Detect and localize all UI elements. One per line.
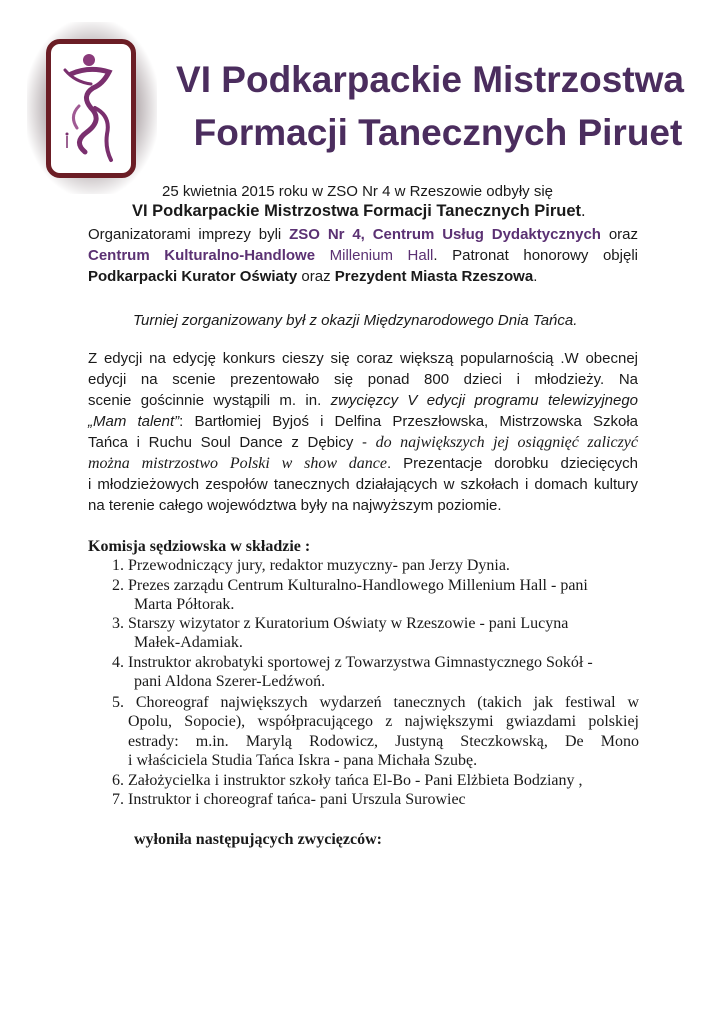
organizers-line-2 [88,247,638,264]
org-and: oraz [608,226,639,243]
intro-event-line [132,202,586,221]
page-title-line-1: VI Podkarpackie Mistrzostwa [176,59,684,100]
jury-item: Małek-Adamiak. [134,634,243,651]
para2-winners: zwycięzcy V edycji programu telewizyjnego [330,392,639,409]
event-name-period: . [581,202,586,220]
jury-item: 3. Starszy wizytator z Kuratorium Oświaty w Rzeszowie - pani Lucyna [112,615,569,632]
mam-talent: „Mam talent” [88,413,180,430]
jury-item: 5. Choreograf największych wydarzeń tanecznych (takich jak festiwal w [112,694,639,711]
jury-item: 1. Przewodniczący jury, redaktor muzyczny- pan Jerzy Dynia. [112,557,510,574]
jury-item: i właściciela Studia Tańca Iskra - pana Michała Szubę. [128,752,478,769]
organizer-1: ZSO Nr 4, Centrum Usług Dydaktycznych [289,226,601,243]
jury-item: 4. Instruktor akrobatyki sportowej z Towarzystwa Gimnastycznego Sokół - [112,654,593,671]
para2-presentations: . Prezentacje dorobku dziecięcych [387,455,639,472]
dancer-icon [51,44,131,173]
org-prefix: Organizatorami imprezy byli [88,226,282,243]
logo-frame [46,39,136,178]
jury-item: pani Aldona Szerer-Ledźwoń. [134,673,326,690]
jury-item: 6. Założycielka i instruktor szkoły tańca El-Bo - Pani Elżbieta Bodziany , [112,772,583,789]
patrons-line [88,268,537,285]
event-name: VI Podkarpackie Mistrzostwa Formacji Tanecznych Piruet [132,202,582,220]
jury-heading: Komisja sędziowska w składzie : [88,538,311,555]
organizer-2-name: Millenium Hall [329,247,434,264]
para2-guests: scenie gościnnie wystąpili m. in. [88,392,322,409]
jury-item: Opolu, Sopocie), współpracującego z największymi gwiazdami polskiej [128,713,639,730]
patron-1: Podkarpacki Kurator Oświaty [88,268,298,285]
occasion-line: Turniej zorganizowany był z okazji Międzynarodowego Dnia Tańca. [133,312,578,329]
patron-2: Prezydent Miasta Rzeszowa [334,268,534,285]
page-title-line-2: Formacji Tanecznych Piruet [193,112,683,153]
para2-line-2: edycji na scenie prezentowało się ponad 800 dzieci i młodzieży. Na [88,371,638,388]
para2-line-3 [88,392,638,409]
para2-line-1: Z edycji na edycję konkurs cieszy się coraz większą popularnością .W obecnej [88,350,638,367]
para2-achievements: do największych jej osiągnięć zaliczyć [375,434,638,451]
patron-text: . Patronat honorowy objęli [433,247,638,264]
jury-item: Marta Półtorak. [134,596,235,613]
para2-line-7: i młodzieżowych zespołów tanecznych działających w szkołach i domach kultury [88,476,638,493]
organizer-2: Centrum Kulturalno-Handlowe [88,247,316,264]
winners-heading: wyłoniła następujących zwycięzców: [134,831,382,848]
patron-period: . [533,268,538,285]
jury-item: 2. Prezes zarządu Centrum Kulturalno-Handlowego Millenium Hall - pani [112,577,588,594]
organizers-line [88,226,638,243]
piruet-logo [27,22,157,194]
jury-item: estrady: m.in. Marylą Rodowicz, Justyną Steczkowską, De Mono [128,733,639,750]
para2-line-8: na terenie całego województwa były na najwyższym poziomie. [88,497,502,514]
para2-line-5 [88,434,638,452]
para2-line-6 [88,455,638,473]
para2-line-4 [88,413,638,430]
jury-item: 7. Instruktor i choreograf tańca- pani Urszula Surowiec [112,791,466,808]
para2-championship: można mistrzostwo Polski w show dance [88,455,387,472]
intro-date-line: 25 kwietnia 2015 roku w ZSO Nr 4 w Rzeszowie odbyły się [162,183,553,200]
para2-performers: : Bartłomiej Byjoś i Delfina Przeszłowska, Mistrzowska Szkoła [179,413,639,430]
para2-school: Tańca i Ruchu Soul Dance z Dębicy - [88,434,368,451]
patron-and: oraz [301,268,331,285]
